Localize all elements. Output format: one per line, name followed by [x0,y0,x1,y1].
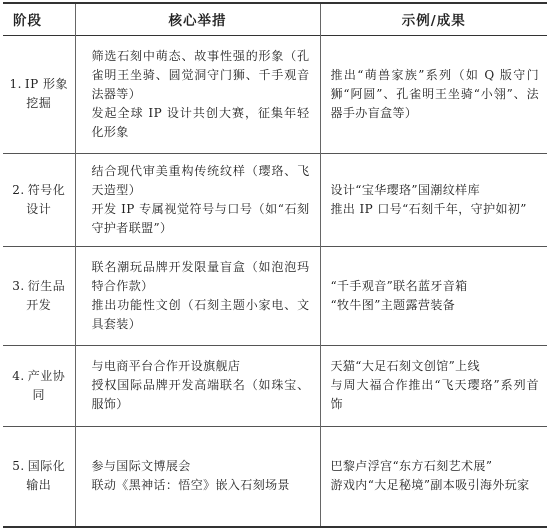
table-header-row [3,3,547,35]
result-text: 设计“宝华璎珞”国潮纹样库 [330,182,480,197]
stage-cell [3,345,75,426]
stage-label: 产业协同 [27,368,66,402]
stage-cell [3,426,75,527]
table-row [3,345,547,426]
stage-cell [3,35,75,153]
stage-label: 衍生品开发 [26,278,66,312]
measure-text: 联名潮玩品牌开发限量盲盒（如泡泡玛特合作款） [91,259,310,293]
measure-text: 开发 IP 专属视觉符号与口号（如“石刻守护者联盟”） [91,201,310,235]
measures-cell [75,246,320,345]
measures-cell [75,345,320,426]
measure-text: 筛选石刻中萌态、故事性强的形象（孔雀明王坐骑、圆觉洞守门狮、千手观音法器等） [91,48,310,101]
measure-text: 与电商平台合作开设旗舰店 [91,359,241,373]
results-cell [320,35,547,153]
stage-cell [3,153,75,246]
measure-text: 授权国际品牌开发高端联名（如珠宝、服饰） [91,378,310,411]
stage-number: 4. [12,368,25,383]
header-measures: 核心举措 [75,3,320,35]
results-cell [320,246,547,345]
result-text: 推出“萌兽家族”系列（如 Q 版守门狮“阿圆”、孔雀明王坐骑“小翎”、法器手办盲盒等） [330,67,539,120]
results-cell [320,153,547,246]
table-row [3,153,547,246]
stage-number: 1. [9,77,22,91]
ip-development-table [3,2,547,528]
measure-text: 发起全球 IP 设计共创大赛，征集年轻化形象 [91,105,310,139]
stage-label: 符号化设计 [26,182,66,216]
measure-text: 联动《黑神话：悟空》嵌入石刻场景 [91,478,290,493]
table-row [3,35,547,153]
measure-text: 结合现代审美重构传统纹样（璎珞、飞天造型） [91,163,310,197]
result-text: 推出 IP 口号“石刻千年，守护如初” [330,201,527,216]
result-text: 与周大福合作推出“飞天璎珞”系列首饰 [330,378,539,411]
header-stage: 阶段 [13,13,42,30]
stage-label: 国际化输出 [26,459,66,493]
results-cell [320,345,547,426]
result-text: “千手观音”联名蓝牙音箱 [330,278,468,293]
measures-cell [75,35,320,153]
stage-number: 5. [12,459,25,474]
result-text: 天猫“大足石刻文创馆”上线 [330,359,480,373]
results-cell [320,426,547,527]
measure-text: 参与国际文博展会 [91,459,191,474]
stage-number: 2. [12,182,25,197]
stage-cell [3,246,75,345]
table-row [3,246,547,345]
stage-label: IP 形象挖掘 [24,77,69,110]
header-results: 示例/成果 [320,3,547,35]
result-text: 游戏内“大足秘境”副本吸引海外玩家 [330,478,530,493]
stage-number: 3. [12,278,25,293]
measures-cell [75,153,320,246]
measure-text: 推出功能性文创（石刻主题小家电、文具套装） [91,297,310,331]
result-text: 巴黎卢浮宫“东方石刻艺术展” [330,459,493,474]
table-row [3,426,547,527]
measures-cell [75,426,320,527]
result-text: “牧牛图”主题露营装备 [330,297,456,312]
